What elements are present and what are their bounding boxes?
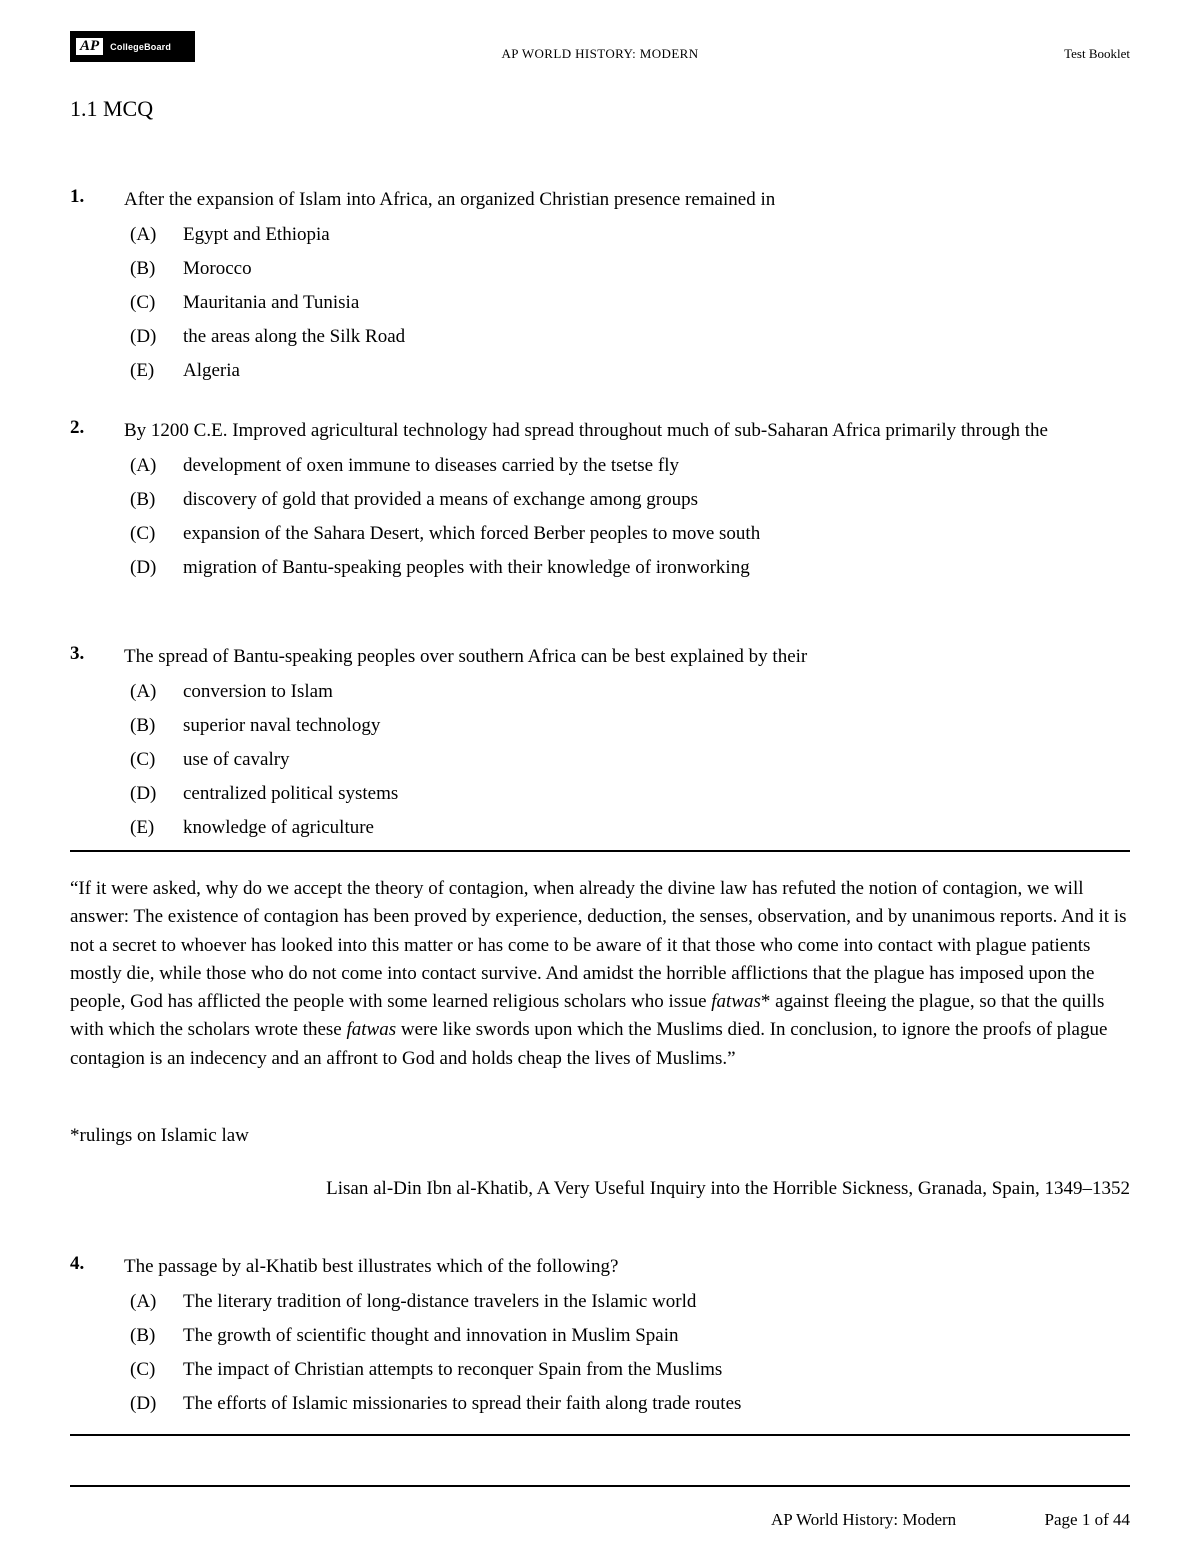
answer-option[interactable] <box>70 286 1130 320</box>
option-text: centralized political systems <box>183 783 399 804</box>
passage-source: Lisan al-Din Ibn al-Khatib, A Very Useful Inquiry into the Horrible Sickness, Granada, Spain, 1349–1352 <box>326 1178 1130 1199</box>
answer-option[interactable] <box>70 1353 1130 1387</box>
option-letter: (D) <box>130 557 157 578</box>
option-text: superior naval technology <box>183 715 381 736</box>
option-text: use of cavalry <box>183 749 290 770</box>
ap-logo-mark: AP <box>76 38 103 55</box>
answer-option[interactable] <box>70 811 1130 845</box>
option-text: development of oxen immune to diseases carried by the tsetse fly <box>183 455 679 476</box>
answer-option[interactable] <box>70 320 1130 354</box>
question-number: 4. <box>70 1253 85 1274</box>
option-text: conversion to Islam <box>183 681 333 702</box>
section-divider <box>70 1434 1130 1436</box>
option-text: The growth of scientific thought and innovation in Muslim Spain <box>183 1325 679 1346</box>
question-4 <box>70 1253 1130 1421</box>
source-passage <box>70 875 1132 1073</box>
passage-text: were like swords upon which the Muslims died. In conclusion, to ignore the proofs of plague contagion is an indecency and an affront to God and holds cheap the lives of Muslims.” <box>70 1019 1108 1069</box>
answer-option[interactable] <box>70 483 1130 517</box>
option-letter: (B) <box>130 715 156 736</box>
question-2 <box>70 417 1130 585</box>
question-number: 1. <box>70 186 85 207</box>
option-text: Morocco <box>183 258 252 279</box>
question-1 <box>70 186 1130 388</box>
option-letter: (B) <box>130 258 156 279</box>
option-text: The impact of Christian attempts to reconquer Spain from the Muslims <box>183 1359 723 1380</box>
option-letter: (D) <box>130 1393 157 1414</box>
passage-text: “If it were asked, why do we accept the theory of contagion, when already the divine law has refuted the notion of contagion, we will answer: The existence of contagion has been proved by experience, deduction, the senses, observation, and by unanimous reports. And it is not a secret to whoever has looked into this matter or has come to be aware of it that those who come into contact with plague patients mostly die, while those who do not come into contact survive. And amidst the horrible afflictions that the plague has imposed upon the people, God has afflicted the people with some learned religious scholars who issue <box>70 878 1127 1013</box>
answer-option[interactable] <box>70 517 1130 551</box>
page-number: Page 1 of 44 <box>1044 1510 1130 1529</box>
question-number: 2. <box>70 417 85 438</box>
option-letter: (D) <box>130 326 157 347</box>
answer-option[interactable] <box>70 675 1130 709</box>
passage-footnote: *rulings on Islamic law <box>70 1125 249 1146</box>
answer-option[interactable] <box>70 1387 1130 1421</box>
answer-option[interactable] <box>70 354 1130 388</box>
passage-italic-term: fatwas <box>711 991 761 1013</box>
footer-course-name: AP World History: Modern <box>771 1510 957 1529</box>
option-text: migration of Bantu-speaking peoples with their knowledge of ironworking <box>183 557 750 578</box>
answer-option[interactable] <box>70 743 1130 777</box>
option-text: knowledge of agriculture <box>183 817 374 838</box>
option-letter: (C) <box>130 292 156 313</box>
option-letter: (D) <box>130 783 157 804</box>
option-text: Mauritania and Tunisia <box>183 292 360 313</box>
option-letter: (A) <box>130 455 157 476</box>
option-letter: (A) <box>130 1291 157 1312</box>
footer-rule <box>70 1485 1130 1487</box>
option-letter: (C) <box>130 1359 156 1380</box>
option-text: expansion of the Sahara Desert, which forced Berber peoples to move south <box>183 523 761 544</box>
option-text: the areas along the Silk Road <box>183 326 406 347</box>
passage-text: * against fleeing the plague, so that the quills with which the scholars wrote these <box>70 991 1105 1041</box>
answer-option[interactable] <box>70 551 1130 585</box>
answer-option[interactable] <box>70 777 1130 811</box>
option-text: discovery of gold that provided a means of exchange among groups <box>183 489 698 510</box>
option-text: Algeria <box>183 360 240 381</box>
answer-option[interactable] <box>70 1319 1130 1353</box>
section-divider <box>70 850 1130 852</box>
collegeboard-wordmark: CollegeBoard <box>110 41 172 52</box>
option-letter: (B) <box>130 489 156 510</box>
question-number: 3. <box>70 643 85 664</box>
answer-option[interactable] <box>70 449 1130 483</box>
option-letter: (C) <box>130 523 156 544</box>
option-text: Egypt and Ethiopia <box>183 224 330 245</box>
option-letter: (C) <box>130 749 156 770</box>
option-text: The efforts of Islamic missionaries to spread their faith along trade routes <box>183 1393 742 1414</box>
answer-option[interactable] <box>70 252 1130 286</box>
question-stem: The spread of Bantu-speaking peoples over southern Africa can be best explained by their <box>124 646 808 667</box>
header-course-title: AP WORLD HISTORY: MODERN <box>501 46 699 61</box>
option-text: The literary tradition of long-distance travelers in the Islamic world <box>183 1291 697 1312</box>
question-stem: After the expansion of Islam into Africa, an organized Christian presence remained in <box>124 189 776 210</box>
option-letter: (E) <box>130 360 155 381</box>
passage-italic-term: fatwas <box>346 1019 397 1041</box>
question-stem: By 1200 C.E. Improved agricultural technology had spread throughout much of sub-Saharan Africa primarily through the <box>124 420 1048 441</box>
answer-option[interactable] <box>70 1285 1130 1319</box>
option-letter: (E) <box>130 817 155 838</box>
option-letter: (B) <box>130 1325 156 1346</box>
question-3 <box>70 643 1130 845</box>
option-letter: (A) <box>130 681 157 702</box>
question-stem: The passage by al-Khatib best illustrates which of the following? <box>124 1256 619 1277</box>
answer-option[interactable] <box>70 218 1130 252</box>
option-letter: (A) <box>130 224 157 245</box>
answer-option[interactable] <box>70 709 1130 743</box>
section-title: 1.1 MCQ <box>70 96 154 121</box>
header-booklet-label: Test Booklet <box>1064 46 1130 61</box>
